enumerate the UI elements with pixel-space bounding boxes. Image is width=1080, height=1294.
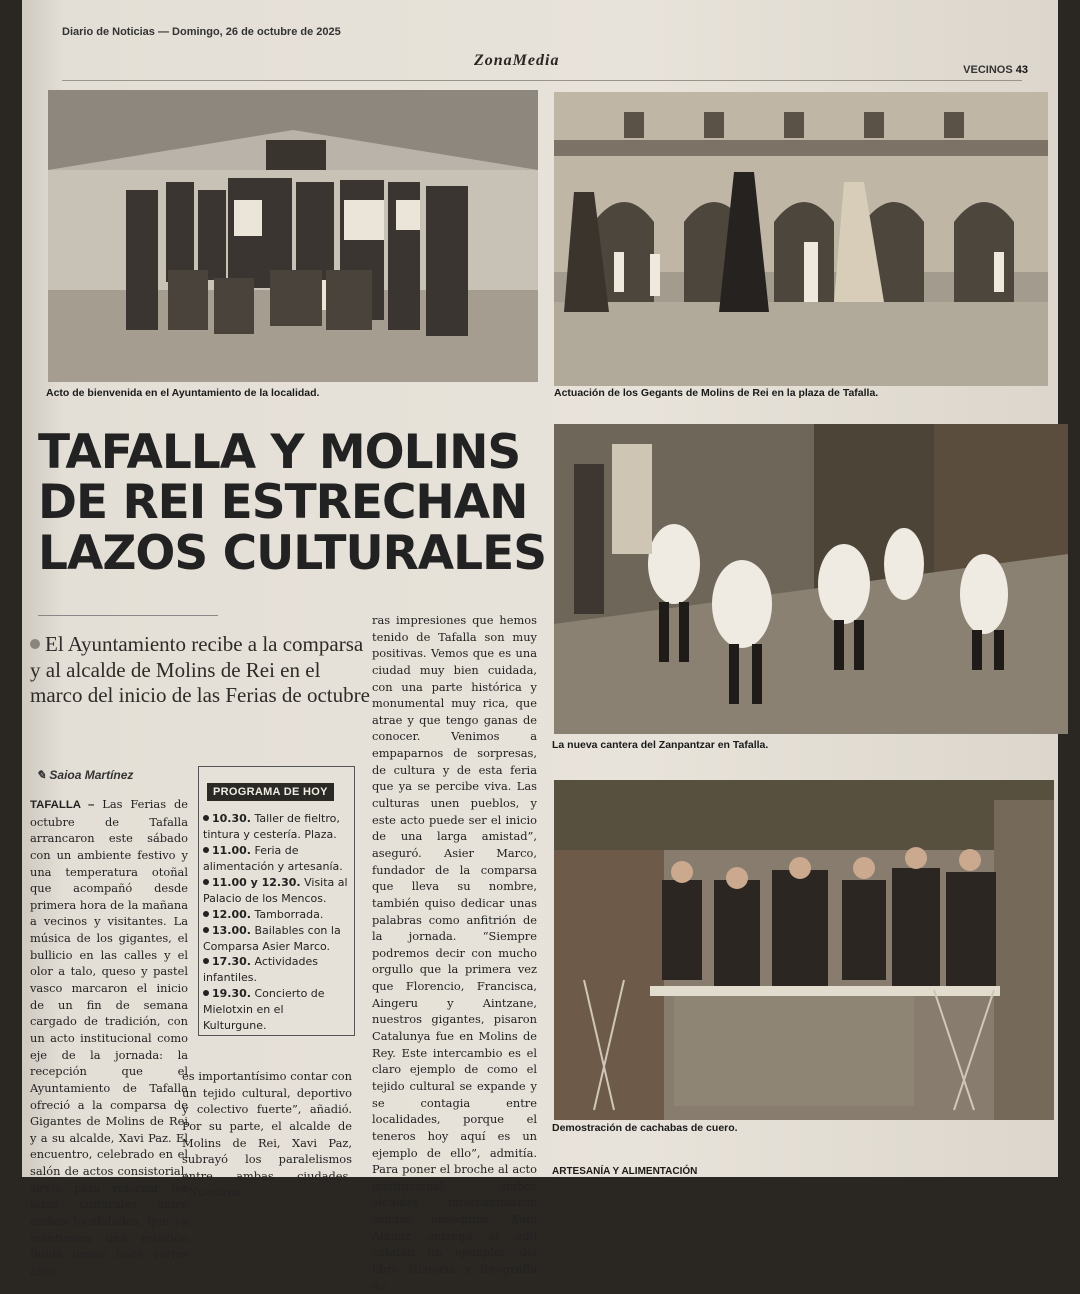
article-dateline: TAFALLA – (30, 799, 95, 811)
program-item-time: 10.30. (212, 812, 251, 825)
photo-giants-plaza-image (554, 92, 1048, 386)
newspaper-page (22, 0, 1058, 1293)
bullet-icon (203, 927, 209, 933)
header-rule (62, 80, 1022, 81)
program-item (203, 875, 348, 907)
article-column-1-text: Las Ferias de octubre de Tafalla arrancaron este sábado con un ambiente festivo y una temperatura otoñal que acompañó desde primera hora de la mañana a vecinos y visitantes. La música de los gigantes, el bullicio en las calles y el olor a talo, queso y pastel vasco marcaron el inicio de un fin de semana cargado de tradición, con un acto institucional como eje de la jornada: la recepción que el Ayuntamiento de Tafalla ofreció a la comparsa de Gigantes de Molins de Rei y a su alcalde, Xavi Paz. El encuentro, celebrado en el salón de actos consistorial, sirvió para reforzar los lazos culturales entre ambas localidades, que ya mantienen una relación fluida desde hace varios años. (30, 797, 188, 1278)
program-item (203, 907, 348, 923)
bullet-dot-icon (30, 639, 40, 649)
photo-welcome-act-image (48, 90, 538, 382)
article-column-2-text: es importantísimo contar con un tejido cultural, deportivo y colectivo fuerte”, añadió. Por su parte, el alcalde de Molins de Rei, Xavi Paz, subrayó los paralelismos entre ambas ciudades. “Nuestras (182, 1069, 352, 1200)
newspaper-dateline: Diario de Noticias — Domingo, 26 de octubre de 2025 (62, 26, 341, 38)
bullet-icon (203, 990, 209, 996)
photo-kids-parade (554, 424, 1068, 734)
article-column-2-bottom (182, 1068, 352, 1200)
section-brand: ZonaMedia (474, 52, 560, 69)
program-item-text: Actividades infantiles. (203, 955, 319, 985)
photo-leather-demo (554, 780, 1054, 1120)
photo-leather-demo-image (554, 780, 1054, 1120)
caption-kids-parade: La nueva cantera del Zanpantzar en Tafalla. (552, 739, 769, 751)
program-item-time: 13.00. (212, 923, 251, 937)
subhead-rule (38, 615, 218, 616)
caption-welcome-act: Acto de bienvenida en el Ayuntamiento de la localidad. (46, 387, 320, 399)
page-number: 43 (1015, 64, 1028, 76)
program-item (203, 954, 348, 986)
program-item-text: Feria de alimentación y artesanía. (203, 843, 343, 873)
program-item-text: Taller de fieltro, tintura y cestería. Plaza. (203, 812, 340, 841)
next-section-header: ARTESANÍA Y ALIMENTACIÓN (552, 1166, 698, 1177)
program-item-time: 11.00. (212, 843, 251, 857)
program-item-time: 11.00 y 12.30. (212, 875, 301, 889)
bullet-icon (203, 815, 209, 821)
bullet-icon (203, 847, 209, 853)
program-item-text: Tamborrada. (254, 907, 324, 921)
program-item-time: 17.30. (212, 955, 251, 969)
article-subhead (30, 632, 375, 709)
byline (36, 768, 133, 782)
program-box (198, 766, 355, 1036)
program-item-time: 19.30. (212, 987, 251, 1001)
photo-giants-plaza (554, 92, 1048, 386)
article-column-3-text: ras impresiones que hemos tenido de Tafalla son muy positivas. Vemos que es una ciudad muy bien cuidada, con una parte histórica y monumental muy rica, que atrae y que tengo ganas de conocer. Venimos a empaparnos de sorpresas, de cultura y de esta feria que ya se percibe viva. Las culturas unen pueblos, y este acto puede ser el inicio de una larga amistad”, aseguró. Asier Marco, fundador de la comparsa que lleva su nombre, también quiso dedicar unas palabras como anfitrión de la jornada. “Siempre podremos decir con mucho orgullo que la primera vez que Florencio, Francisca, Aingeru y Aintzane, nuestros gigantes, pisaron Catalunya fue en Molins de Rey. Este intercambio es el claro ejemplo de como el tejido cultural se expande y se contagia entre localidades, porque el teneros hoy aquí es un ejemplo de ello”, admitía. Para poner el broche al acto institucional, ambos alcaldes intercambiaron sendos obsequios. Xabi Alkuaz entregó al edil catalán un ejemplar del libro Historia y fotografía de (372, 613, 537, 1293)
page-section (963, 64, 1028, 76)
program-item-text: Concierto de Mielotxin en el Kulturgune. (203, 987, 325, 1033)
article-column-1 (30, 796, 188, 1278)
bullet-icon (203, 958, 209, 964)
section-name: VECINOS (963, 64, 1013, 76)
caption-leather-demo: Demostración de cachabas de cuero. (552, 1122, 738, 1134)
program-item (203, 986, 348, 1034)
bullet-icon (203, 911, 209, 917)
program-item-text: Bailables con la Comparsa Asier Marco. (203, 923, 341, 953)
program-title: PROGRAMA DE HOY (207, 783, 334, 801)
photo-welcome-act (48, 90, 538, 382)
byline-author: Saioa Martínez (49, 768, 134, 782)
camera-pen-icon: ✎ (36, 768, 47, 782)
photo-kids-parade-image (554, 424, 1068, 734)
program-item-time: 12.00. (212, 907, 251, 921)
program-item (203, 843, 348, 875)
caption-giants-plaza: Actuación de los Gegants de Molins de Rei en la plaza de Tafalla. (554, 387, 879, 399)
article-subhead-text: El Ayuntamiento recibe a la comparsa y al alcalde de Molins de Rei en el marco del inicio de las Ferias de octubre (30, 632, 370, 708)
program-item (203, 811, 348, 843)
bullet-icon (203, 879, 209, 885)
article-column-3 (372, 612, 537, 1293)
program-list (199, 811, 354, 1034)
program-item (203, 923, 348, 955)
program-item-text: Visita al Palacio de los Mencos. (203, 875, 348, 905)
article-headline: TAFALLA Y MOLINS DE REI ESTRECHAN LAZOS CULTURALES (38, 425, 547, 581)
